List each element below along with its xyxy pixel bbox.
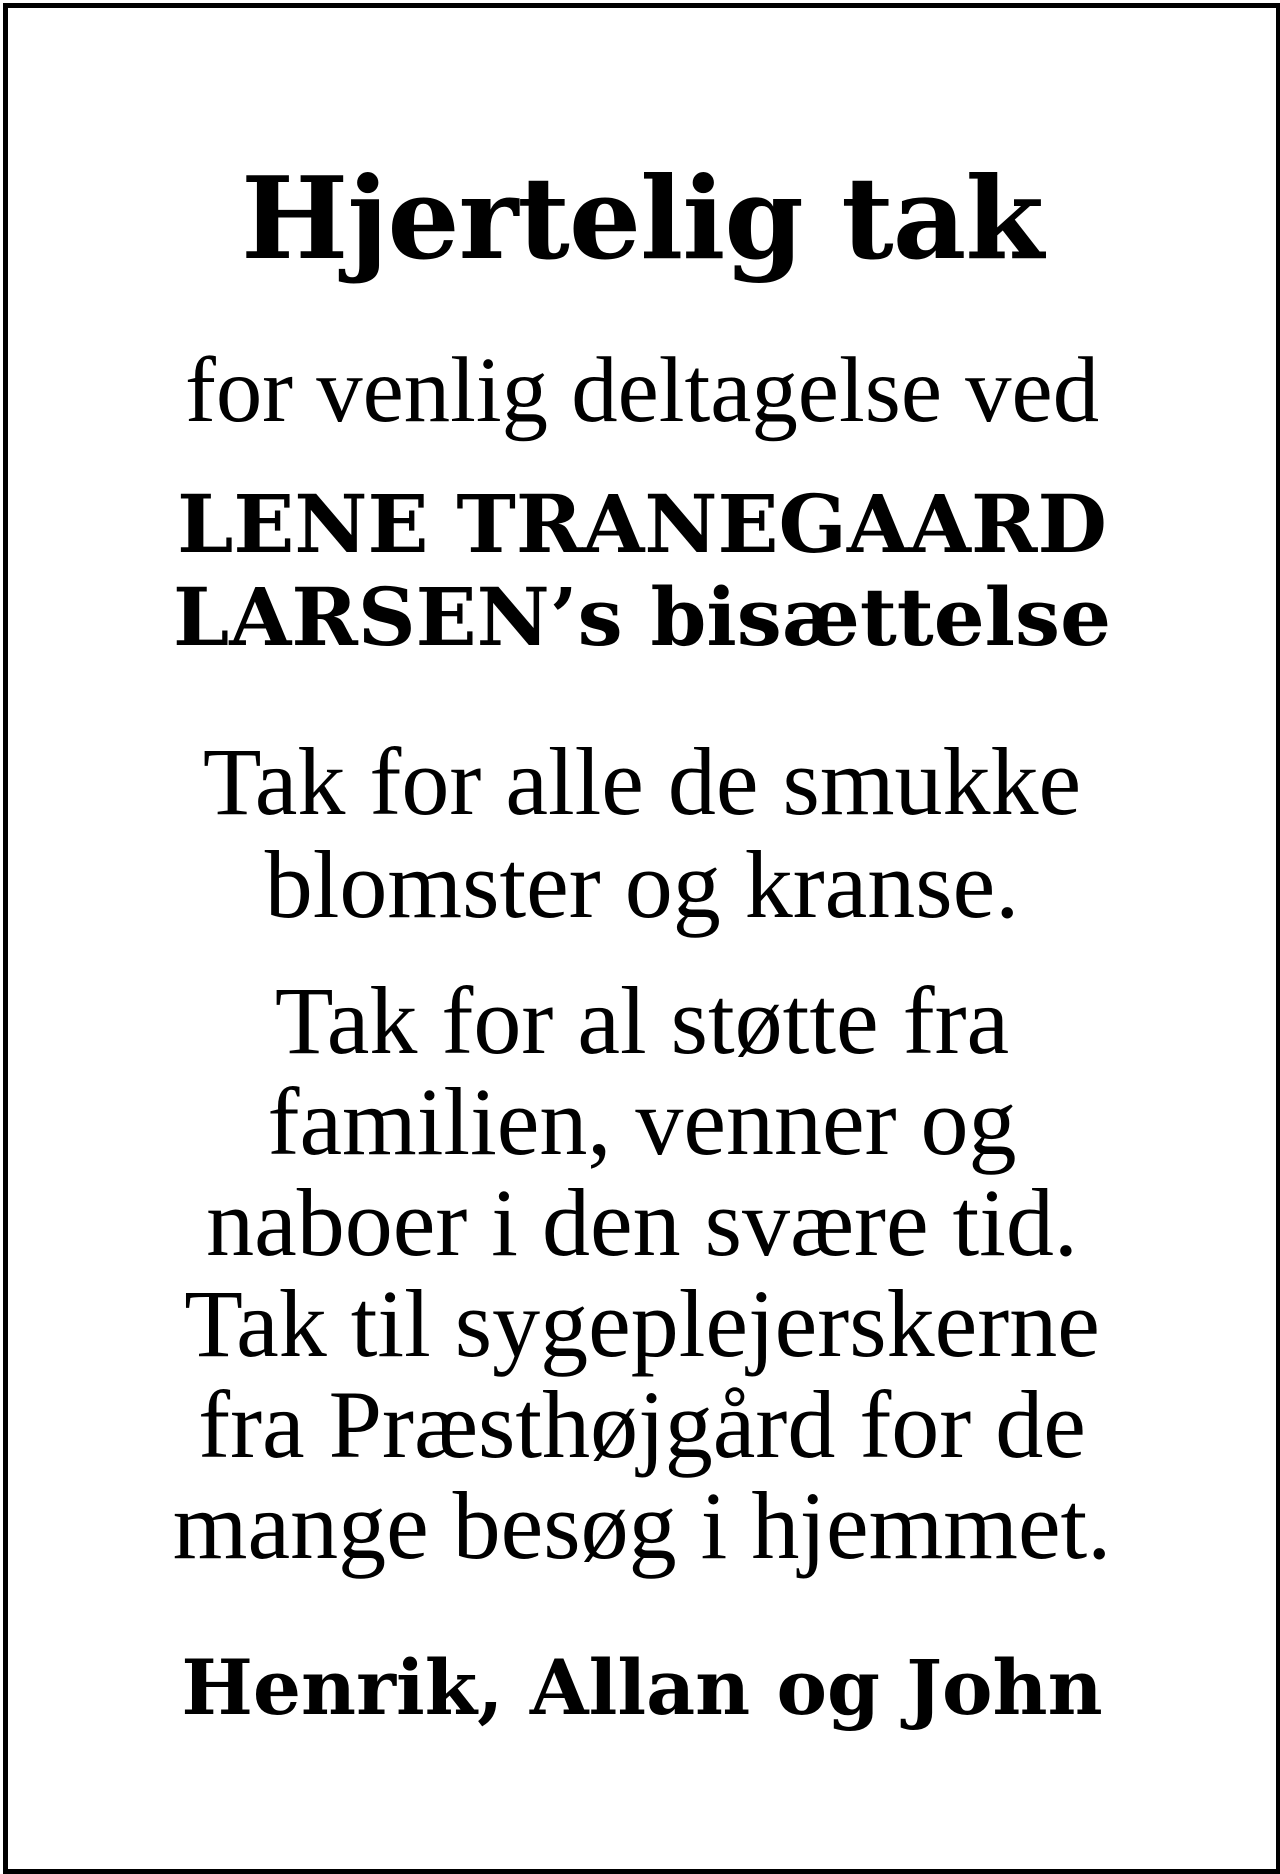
name-line: LENE TRANEGAARD: [177, 477, 1107, 571]
notice-frame: [3, 3, 1280, 1874]
paragraph-line: blomster og kranse.: [264, 831, 1020, 938]
paragraph-line: Tak for alle de smukke: [202, 728, 1082, 835]
notice-subtitle: for venlig deltagelse ved: [184, 339, 1100, 442]
deceased-name: [8, 478, 1276, 664]
notice-title: Hjertelig tak: [240, 151, 1043, 285]
thanks-support-paragraph: [8, 967, 1276, 1579]
name-line: LARSEN’s bisættelse: [173, 570, 1111, 664]
paragraph-line: mange besøg i hjemmet.: [172, 1472, 1112, 1579]
signoff-names: Henrik, Allan og John: [181, 1643, 1103, 1732]
paragraph-line: Tak for al støtte fra: [274, 967, 1010, 1074]
paragraph-line: Tak til sygeplejerskerne: [184, 1270, 1100, 1377]
paragraph-line: naboer i den svære tid.: [206, 1169, 1078, 1276]
paragraph-line: fra Præsthøjgård for de: [198, 1371, 1086, 1478]
thanks-flowers-paragraph: [8, 730, 1276, 936]
paragraph-line: familien, venner og: [267, 1068, 1017, 1175]
